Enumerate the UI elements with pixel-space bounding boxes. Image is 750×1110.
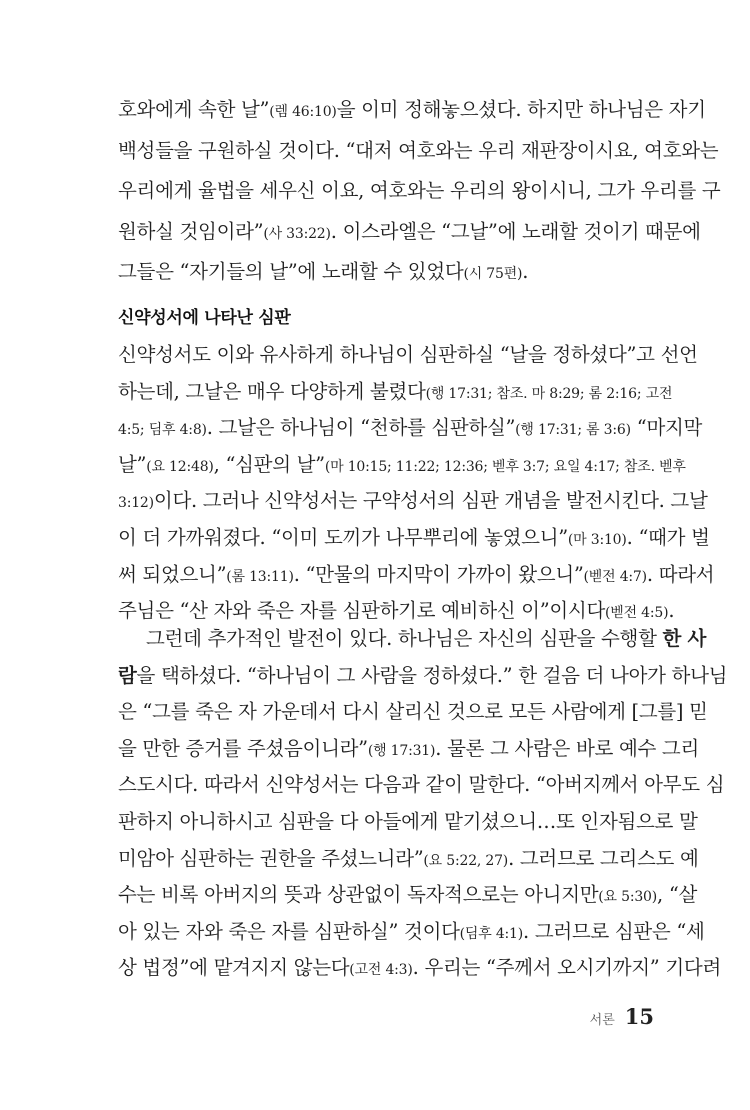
- text-run: 원하실 것임이라”: [118, 219, 264, 243]
- text-run: 하는데, 그날은 매우 다양하게 불렸다: [118, 379, 426, 403]
- text-run: 이다. 그러나 신약성서는 구약성서의 심판 개념을 발전시킨다. 그날: [153, 489, 708, 513]
- text-run: . 그러므로 그리스도 예: [508, 846, 699, 870]
- scripture-reference: (요 5:22, 27): [423, 852, 509, 869]
- scripture-reference: (요 5:30): [598, 889, 658, 906]
- text-line: [118, 447, 686, 483]
- text-run: 그런데 추가적인 발전이 있다. 하나님은 자신의 심판을 수행할: [146, 627, 663, 650]
- text-line: [118, 841, 699, 877]
- text-run: 은 “그를 죽은 자 가운데서 다시 살리신 것으로 모든 사람에게 [그를] 믿: [118, 700, 708, 724]
- scripture-reference: 4:5; 딤후 4:8): [118, 422, 207, 439]
- scripture-reference: (행 17:31): [367, 742, 436, 759]
- text-run: 호와에게 속한 날”: [118, 98, 270, 121]
- text-run: , “살: [657, 883, 698, 907]
- scripture-reference: (요 12:48): [146, 458, 214, 475]
- text-run: 을 이미 정해놓으셨다. 하지만 하나님은 자기: [336, 98, 706, 121]
- text-line: [118, 658, 728, 694]
- text-line: [118, 374, 673, 410]
- scripture-reference: (고전 4:3): [349, 962, 413, 979]
- text-run: . 물론 그 사람은 바로 예수 그리: [435, 736, 699, 760]
- text-run: . 따라서: [646, 562, 715, 586]
- scripture-reference: (행 17:31; 롬 3:6): [515, 422, 631, 439]
- text-run: 람: [118, 663, 137, 687]
- text-line: [118, 214, 701, 250]
- text-line: [118, 483, 708, 519]
- text-line: [118, 133, 719, 169]
- text-run: 판하지 아니하시고 심판을 다 아들에게 맡기셨으니…또 인자됨으로 말: [118, 810, 698, 833]
- text-run: 백성들을 구원하실 것이다. “대저 여호와는 우리 재판장이시요, 여호와는: [118, 138, 719, 162]
- text-run: 미암아 심판하는 권한을 주셨느니라”: [118, 846, 424, 870]
- text-run: 을 택하셨다. “하나님이 그 사람을 정하셨다.” 한 걸음 더 나아가 하나님: [136, 663, 728, 687]
- text-run: 주님은 “산 자와 죽은 자를 심판하기로 예비하신 이”이시다: [118, 599, 605, 623]
- text-line: [118, 557, 715, 593]
- text-line: [118, 731, 699, 767]
- text-run: . “때가 벌: [626, 526, 710, 549]
- text-run: 아 있는 자와 죽은 자를 심판하실” 것이다: [118, 919, 460, 943]
- text-line: [118, 254, 648, 290]
- scripture-reference: (벧전 4:7): [583, 568, 647, 585]
- scripture-reference: (마 10:15; 11:22; 12:36; 벧후 3:7; 요일 4:17; 참조. 벧후: [324, 458, 686, 475]
- text-run: 스도시다. 따라서 신약성서는 다음과 같이 말한다. “아버지께서 아무도 심: [118, 773, 725, 797]
- text-line: [118, 621, 707, 657]
- scripture-reference: 3:12): [118, 495, 154, 512]
- text-run: 을 만한 증거를 주셨음이니라”: [118, 736, 368, 760]
- text-run: .: [522, 260, 529, 283]
- text-run: . “만물의 마지막이 가까이 왔으니”: [293, 562, 584, 586]
- text-line: [118, 694, 708, 730]
- text-run: 그들은 “자기들의 날”에 노래할 수 있었다: [118, 260, 464, 283]
- text-run: . 이스라엘은 “그날”에 노래할 것이기 때문에: [330, 219, 701, 243]
- text-line: [118, 337, 698, 373]
- scripture-reference: (벧전 4:5): [604, 605, 669, 622]
- scripture-reference: (시 75편): [463, 266, 523, 282]
- text-run: 수는 비록 아버지의 뜻과 상관없이 독자적으로는 아니지만: [118, 883, 599, 907]
- text-line: [118, 767, 725, 803]
- text-run: 날”: [118, 452, 147, 476]
- text-run: . 우리는 “주께서 오시기까지” 기다려: [412, 956, 721, 980]
- scripture-reference: (행 17:31; 참조. 마 8:29; 롬 2:16; 고전: [425, 385, 673, 402]
- page-footer: [590, 1004, 654, 1029]
- text-run: 우리에게 율법을 세우신 이요, 여호와는 우리의 왕이시니, 그가 우리를 구: [118, 179, 721, 202]
- text-run: 상 법정”에 맡겨지지 않는다: [118, 956, 350, 980]
- text-line: [118, 173, 721, 209]
- text-line: [118, 950, 721, 986]
- text-run: . 그러므로 심판은 “세: [523, 919, 705, 943]
- page-number: 15: [624, 1004, 654, 1029]
- scripture-reference: (롬 13:11): [226, 568, 294, 585]
- text-run: 써 되었으니”: [118, 562, 227, 586]
- text-run: 이 더 가까워졌다. “이미 도끼가 나무뿌리에 놓였으니”: [118, 526, 568, 549]
- text-run: “마지막: [630, 416, 703, 440]
- text-line: [118, 92, 706, 128]
- text-line: [118, 410, 703, 446]
- text-line: [118, 520, 710, 556]
- text-run: .: [668, 599, 675, 623]
- scripture-reference: (렘 46:10): [269, 104, 337, 120]
- scripture-reference: (마 3:10): [567, 532, 627, 548]
- text-run: 신약성서도 이와 유사하게 하나님이 심판하실 “날을 정하셨다”고 선언: [118, 343, 698, 366]
- text-run: , “심판의 날”: [213, 452, 325, 476]
- text-line: [118, 804, 698, 840]
- text-line: [118, 914, 705, 950]
- scripture-reference: (사 33:22): [263, 225, 331, 242]
- text-run: 한 사: [662, 627, 707, 650]
- text-line: [118, 877, 698, 913]
- running-footer-label: 서론: [589, 1013, 615, 1028]
- section-heading: 신약성서에 나타난 심판: [118, 308, 291, 328]
- text-run: . 그날은 하나님이 “천하를 심판하실”: [206, 416, 516, 440]
- scripture-reference: (딤후 4:1): [459, 925, 524, 942]
